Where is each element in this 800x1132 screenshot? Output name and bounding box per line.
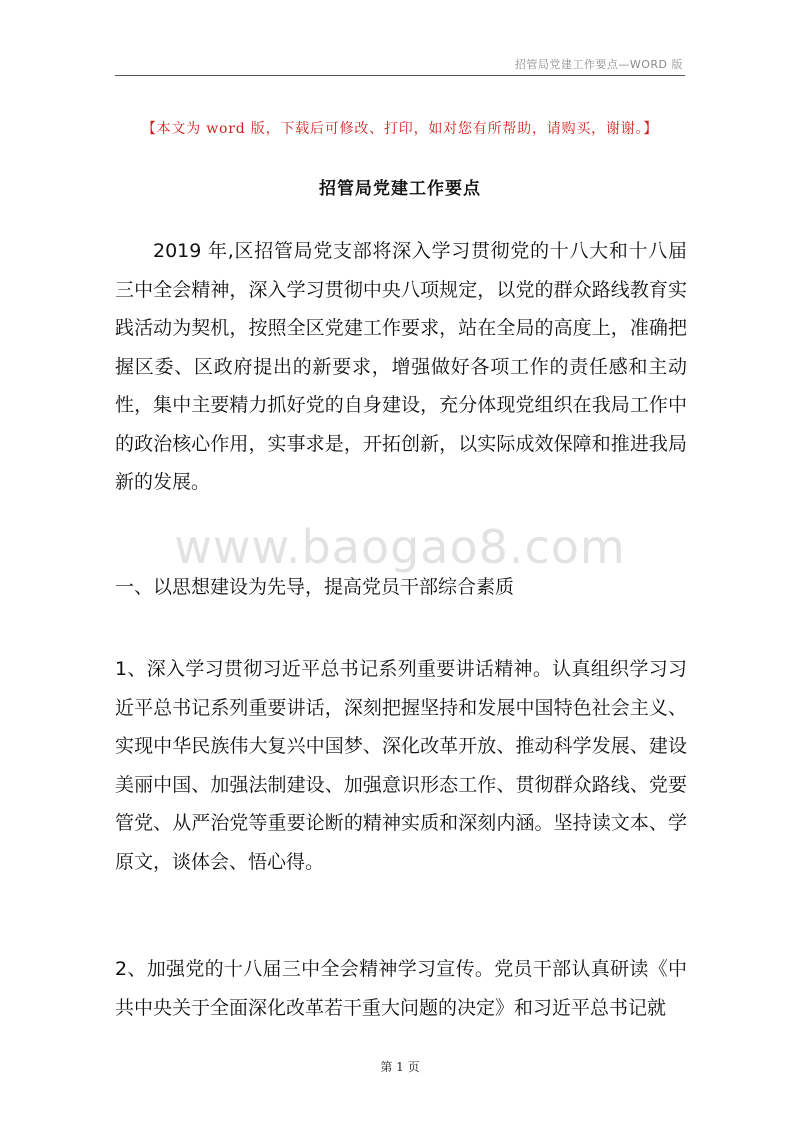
list-item-2: 2、加强党的十八届三中全会精神学习宣传。党员干部认真研读《中共中央关于全面深化改革若干重大问题的决定》和习近平总书记就	[115, 958, 687, 1019]
download-notice: 【本文为 word 版，下载后可修改、打印，如对您有所帮助，请购买，谢谢。】	[141, 121, 659, 137]
list-item-1: 1、深入学习贯彻习近平总书记系列重要讲话精神。认真组织学习习近平总书记系列重要讲话，深刻把握坚持和发展中国特色社会主义、实现中华民族伟大复兴中国梦、深化改革开放、推动科学发展、建设美丽中国、加强法制建设、加强意识形态工作、贯彻群众路线、党要管党、从严治党等重要论断的精神实质和深刻内涵。坚持读文本、学原文，谈体会、悟心得。	[115, 658, 687, 873]
intro-paragraph: 2019 年,区招管局党支部将深入学习贯彻党的十八大和十八届三中全会精神，深入学习贯彻中央八项规定，以党的群众路线教育实践活动为契机，按照全区党建工作要求，站在全局的高度上，准确把握区委、区政府提出的新要求，增强做好各项工作的责任感和主动性，集中主要精力抓好党的自身建设，充分体现党组织在我局工作中的政治核心作用，实事求是，开拓创新，以实际成效保障和推进我局新的发展。	[115, 240, 687, 493]
document-title: 招管局党建工作要点	[319, 179, 481, 199]
section-heading: 一、以思想建设为先导，提高党员干部综合素质	[115, 576, 515, 598]
watermark: www.baogao8.com	[174, 520, 626, 574]
running-header: 招管局党建工作要点—WORD 版	[514, 58, 683, 71]
page-number: 第 1 页	[380, 1060, 420, 1074]
header-divider	[115, 75, 685, 76]
